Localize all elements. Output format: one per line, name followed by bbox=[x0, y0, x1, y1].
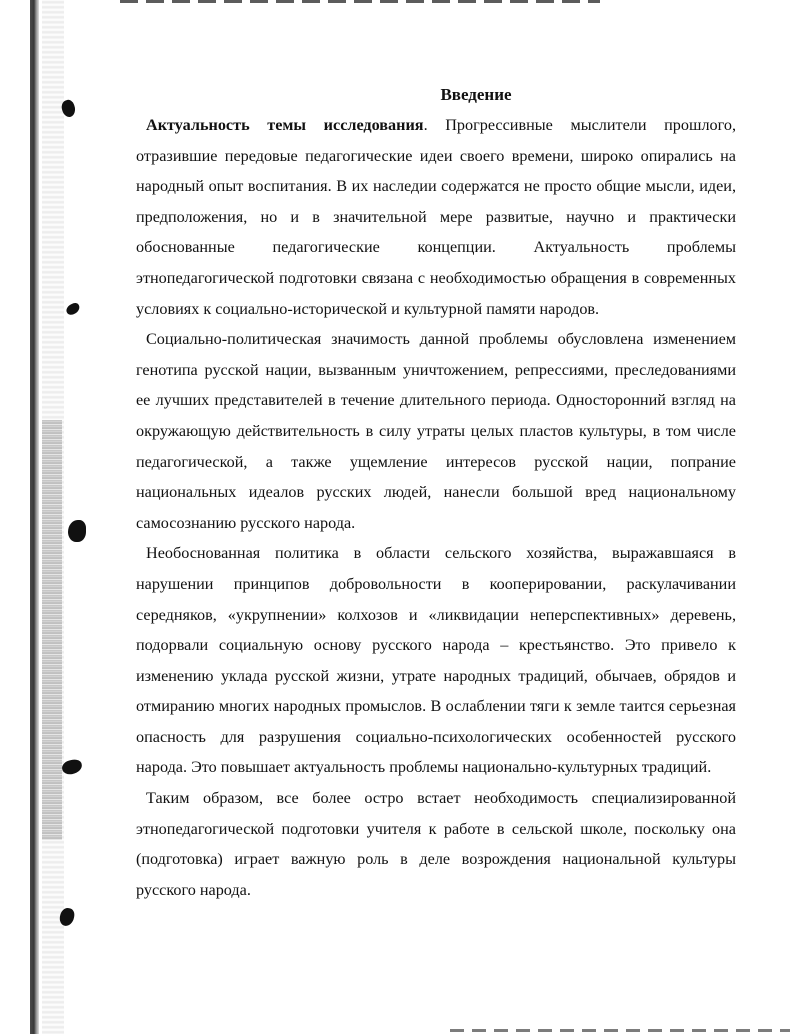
binding-edge-dense-noise bbox=[42, 420, 62, 840]
scan-top-edge-marks bbox=[120, 0, 600, 3]
paragraph-lead-bold: Актуальность темы исследования bbox=[146, 116, 424, 134]
paragraph-conclusion: Таким образом, все более остро встает необходимость специализированной этнопедагогической подготовки учителя к работе в сельской школе, поскольку она (подготовка) играет важную роль в деле возрождения национальной культуры русского народа. bbox=[136, 789, 736, 899]
page-title: Введение bbox=[440, 85, 512, 104]
binding-edge-shadow bbox=[30, 0, 39, 1034]
document-body bbox=[136, 84, 736, 905]
paragraph-agricultural-policy: Необоснованная политика в области сельского хозяйства, выражавшаяся в нарушении принципов добровольности в кооперировании, раскулачивании середняков, «укрупнении» колхозов и «ликвидации неперспективных» деревень, подорвали социальную основу русского народа – крестьянство. Это привело к изменению уклада русской жизни, утрате народных традиций, обычаев, обрядов и отмиранию многих народных промыслов. В ослаблении тяги к земле таится серьезная опасность для разрушения социально-психологических особенностей русского народа. Это повышает актуальность проблемы национально-культурных традиций. bbox=[136, 544, 736, 777]
punch-hole-mark bbox=[68, 520, 86, 542]
punch-hole-mark bbox=[61, 758, 83, 775]
punch-hole-mark bbox=[64, 301, 81, 317]
paragraph-text: . Прогрессивные мыслители прошлого, отразившие передовые педагогические идеи своего времени, широко опирались на народный опыт воспитания. В их наследии содержатся не просто общие мысли, идеи, предположения, но и в значительной мере развитые, научно и практически обоснованные педагогические концепции. Актуальность проблемы этнопедагогической подготовки связана с необходимостью обращения в современных условиях к социально-исторической и культурной памяти народов. bbox=[136, 116, 736, 318]
paragraph-relevance bbox=[136, 110, 736, 324]
scan-bottom-edge-marks bbox=[450, 1029, 790, 1032]
paragraph-socio-political: Социально-политическая значимость данной проблемы обусловлена изменением генотипа русской нации, вызванным уничтожением, репрессиями, преследованиями ее лучших представителей в течение длительного периода. Односторонний взгляд на окружающую действительность в силу утраты целых пластов культуры, в том числе педагогической, а также ущемление интересов русской нации, попрание национальных идеалов русских людей, нанесли большой вред национальному самосознанию русского народа. bbox=[136, 330, 736, 532]
